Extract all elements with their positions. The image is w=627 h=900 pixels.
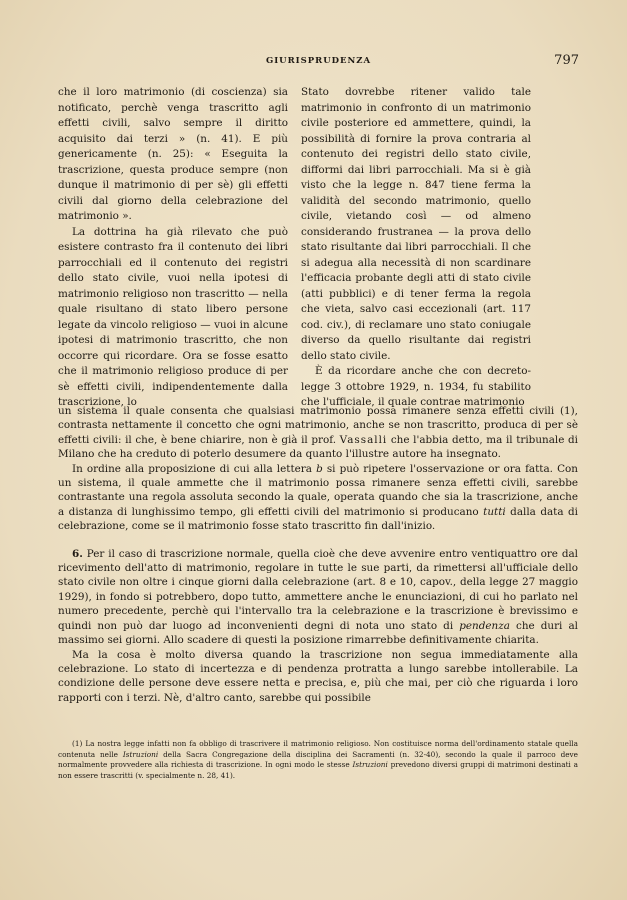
body-paragraph-4: Ma la cosa è molto diversa quando la trascrizione non segua immediatamente alla celebrazione. Lo stato di incertezza e di pendenza protratta a lungo sarebbe intollerabile. La condizione delle persone deve essere netta e precisa, e, più che mai, per ciò che riguarda i loro rapporti con i terzi. Nè, d'altro canto, sarebbe qui possibile	[58, 648, 578, 704]
footnote-text-b: della Sacra Congregazione della disciplina dei Sacramenti (n. 32-40), secondo la quale il parroco deve normalmente provvedere alla richiesta di trascrizione. In ogni modo le stesse	[58, 749, 578, 770]
body-paragraph-2	[58, 462, 578, 534]
main-text	[58, 404, 578, 705]
footnote-text-c: prevedono diversi gruppi di matrimoni destinati a non essere trascritti (v. specialmente n. 28, 41).	[58, 760, 579, 780]
letter-b: b	[316, 462, 323, 475]
body-paragraph-2-text: In ordine alla proposizione di cui alla lettera	[72, 462, 312, 475]
body-paragraph-2-end: dalla data di celebrazione, come se il matrimonio fosse stato trascritto fin dall'inizio.	[58, 505, 578, 533]
body-paragraph-3-text: Per il caso di trascrizione normale, quella cioè che deve avvenire entro ventiquattro ore dal ricevimento dell'atto di matrimonio, regolare in tutte le sue parti, da rimettersi all'ufficiale dello stato civile non oltre i cinque giorni dalla celebrazione (art. 8 e 10, capov., della legge 27 maggio 1929), in fondo si potrebbero, dopo tutto, ammettere anche le enunciazioni, di cui ho parlato nel numero precedente, perchè qui l'intervallo tra la celebrazione e la trascrizione è brevissimo e quindi non può dar luogo ad inconvenienti degni di nota uno stato di	[58, 547, 578, 632]
page-number: 797	[554, 53, 579, 68]
right-paragraph-2: È da ricordare anche che con decreto-legge 3 ottobre 1929, n. 1934, fu stabilito che l'ufficiale, il quale contrae matrimonio	[301, 365, 531, 408]
footnotes	[58, 739, 578, 781]
right-column	[301, 85, 531, 411]
footnote-number: (1)	[72, 739, 83, 748]
running-title: GIURISPRUDENZA	[265, 56, 372, 66]
body-paragraph-1-text: un sistema il quale consenta che qualsiasi matrimonio possa rimanere senza effetti civili (1), contrasta nettamente il concetto che ogni matrimonio, anche se non trascritto, produca di per sè effetti civili: il che, è bene chiarire, non è già il prof.	[58, 405, 578, 446]
author-name: Vassalli	[339, 433, 388, 446]
emphasis-pendenza: pendenza	[459, 619, 510, 632]
body-paragraph-1-end: che l'abbia detto, ma il tribunale di Milano che ha creduto di poterlo desumere da quanto l'illustre autore ha insegnato.	[58, 433, 578, 461]
left-paragraph-2: La dottrina ha già rilevato che può esistere contrasto fra il contenuto dei libri parrocchiali ed il contenuto dei registri dello stato civile, vuoi nella ipotesi di matrimonio religioso non trascritto — nella quale risultano di stato libero persone legate da vincolo religioso — vuoi in alcune ipotesi di matrimonio trascritto, che non occorre qui ricordare. Ora se fosse esatto che il matrimonio religioso produce di per sè effetti civili, indipendentemente dalla trascrizione, lo	[58, 225, 288, 408]
section-number: 6.	[72, 547, 83, 560]
footnote-italic-a: Istruzioni	[122, 749, 159, 759]
right-paragraph-1: Stato dovrebbe ritener valido tale matrimonio in confronto di un matrimonio civile posteriore ed ammettere, quindi, la possibilità di fornire la prova contraria al contenuto dei registri dello stato civile, difformi dai libri parrocchiali. Ma si è già visto che la legge n. 847 tiene ferma la validità del secondo matrimonio, quello civile, vietando così — od almeno considerando frustranea — la prova dello stato risultante dai libri parrocchiali. Il che si adegua alla necessità di non scardinare l'efficacia probante degli atti di stato civile (atti pubblici) e di tener ferma la regola che vieta, salvo casi eccezionali (art. 117 cod. civ.), di reclamare uno stato coniugale diverso da quello risultante dai registri dello stato civile.	[301, 86, 531, 362]
left-column	[58, 85, 288, 411]
footnote-1	[58, 739, 578, 781]
body-paragraph-3	[58, 547, 578, 648]
body-paragraph-2-middle: si può ripetere l'osservazione or ora fatta. Con un sistema, il quale ammette che il matrimonio possa rimanere senza effetti civili, sarebbe contrastante una regola assoluta secondo la quale, operata quando che sia la trascrizione, anche a distanza di lunghissimo tempo, gli effetti civili del matrimonio si producano	[58, 462, 578, 518]
footnote-italic-b: Istruzioni	[352, 760, 388, 770]
page-header	[58, 53, 579, 72]
left-paragraph-1: che il loro matrimonio (di coscienza) sia notificato, perchè venga trascritto agli effetti civili, salvo sempre il diritto acquisito dai terzi » (n. 41). E più genericamente (n. 25): « Eseguita la trascrizione, questa produce sempre (non dunque il matrimonio di per sè) gli effetti civili dal giorno della celebrazione del matrimonio ».	[58, 86, 288, 222]
footnote-text-a: La nostra legge infatti non fa obbligo di trascrivere il matrimonio religioso. Non costituisce norma dell'ordinamento statale quella contenuta nelle	[58, 739, 578, 759]
emphasis-tutti: tutti	[483, 505, 506, 518]
body-paragraph-1	[58, 404, 578, 462]
body-paragraph-3-end: che duri al massimo sei giorni. Allo scadere di questi la posizione rimarrebbe definitivamente chiarita.	[58, 619, 578, 647]
